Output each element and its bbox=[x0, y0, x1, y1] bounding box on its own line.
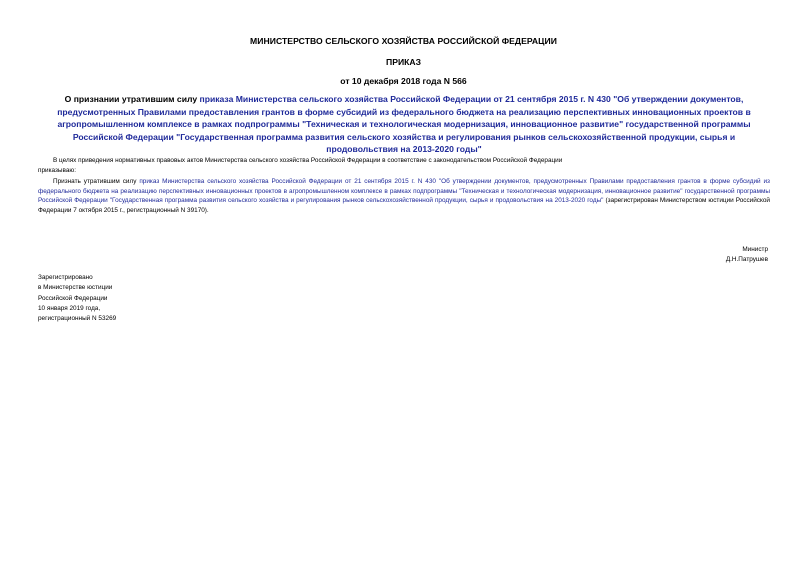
registration-line: Российской Федерации bbox=[38, 294, 108, 302]
decree-paragraph bbox=[38, 177, 770, 215]
order-title bbox=[38, 93, 770, 156]
preamble-text: В целях приведения нормативных правовых актов Министерства сельского хозяйства Российской Федерации в соответствие с законодательством Российской Федерации bbox=[53, 157, 563, 164]
decree-link[interactable]: приказ Министерства сельского хозяйства Российской Федерации от 21 сентября 2015 г. N 430 "Об утверждении документов, предусмотренных Правилами предоставления грантов в форме субсидий из федерального бюджета на реализацию перспективных инновационных проектов в агропромышленном комплексе в рамках подпрограммы "Техническая и технологическая модернизация, инновационное развитие" государственной программы Российской Федерации "Государственная программа развития сельского хозяйства и регулирования рынков сельскохозяйственной продукции, сырья и продовольствия на 2013-2020 годы" bbox=[38, 178, 770, 204]
title-link[interactable]: приказа Министерства сельского хозяйства Российской Федерации от 21 сентября 2015 г. N 430 "Об утверждении документов, предусмотренных Правилами предоставления грантов в форме субсидий из федерального бюджета на реализацию перспективных инновационных проектов в агропромышленном комплексе в рамках подпрограммы "Техническая и технологическая модернизация, инновационное развитие" государственной программы Российской Федерации "Государственная программа развития сельского хозяйства и регулирования рынков сельскохозяйственной продукции, сырья и продовольствия на 2013-2020 годы" bbox=[57, 94, 751, 155]
registration-line: 10 января 2019 года, bbox=[38, 304, 101, 312]
ministry-heading: МИНИСТЕРСТВО СЕЛЬСКОГО ХОЗЯЙСТВА РОССИЙСКОЙ ФЕДЕРАЦИИ bbox=[250, 36, 557, 46]
registration-line: в Министерстве юстиции bbox=[38, 284, 113, 292]
signature-block bbox=[726, 245, 768, 264]
signature-position: Министр bbox=[742, 246, 768, 253]
registration-block bbox=[38, 273, 116, 324]
ordering-text: приказываю: bbox=[38, 167, 76, 174]
signature-name: Д.Н.Патрушев bbox=[725, 255, 768, 263]
decree-prefix: Признать утратившим силу bbox=[53, 178, 140, 185]
decree-suffix: (зарегистрирован Министерством юстиции Российской Федерации 7 октября 2015 г., регистрационный N 39170). bbox=[38, 197, 770, 214]
title-prefix: О признании утратившим силу bbox=[64, 94, 200, 104]
registration-line: Зарегистрировано bbox=[38, 274, 93, 281]
order-date: от 10 декабря 2018 года N 566 bbox=[340, 76, 467, 86]
order-heading: ПРИКАЗ bbox=[386, 57, 421, 67]
registration-line: регистрационный N 53269 bbox=[38, 315, 117, 323]
